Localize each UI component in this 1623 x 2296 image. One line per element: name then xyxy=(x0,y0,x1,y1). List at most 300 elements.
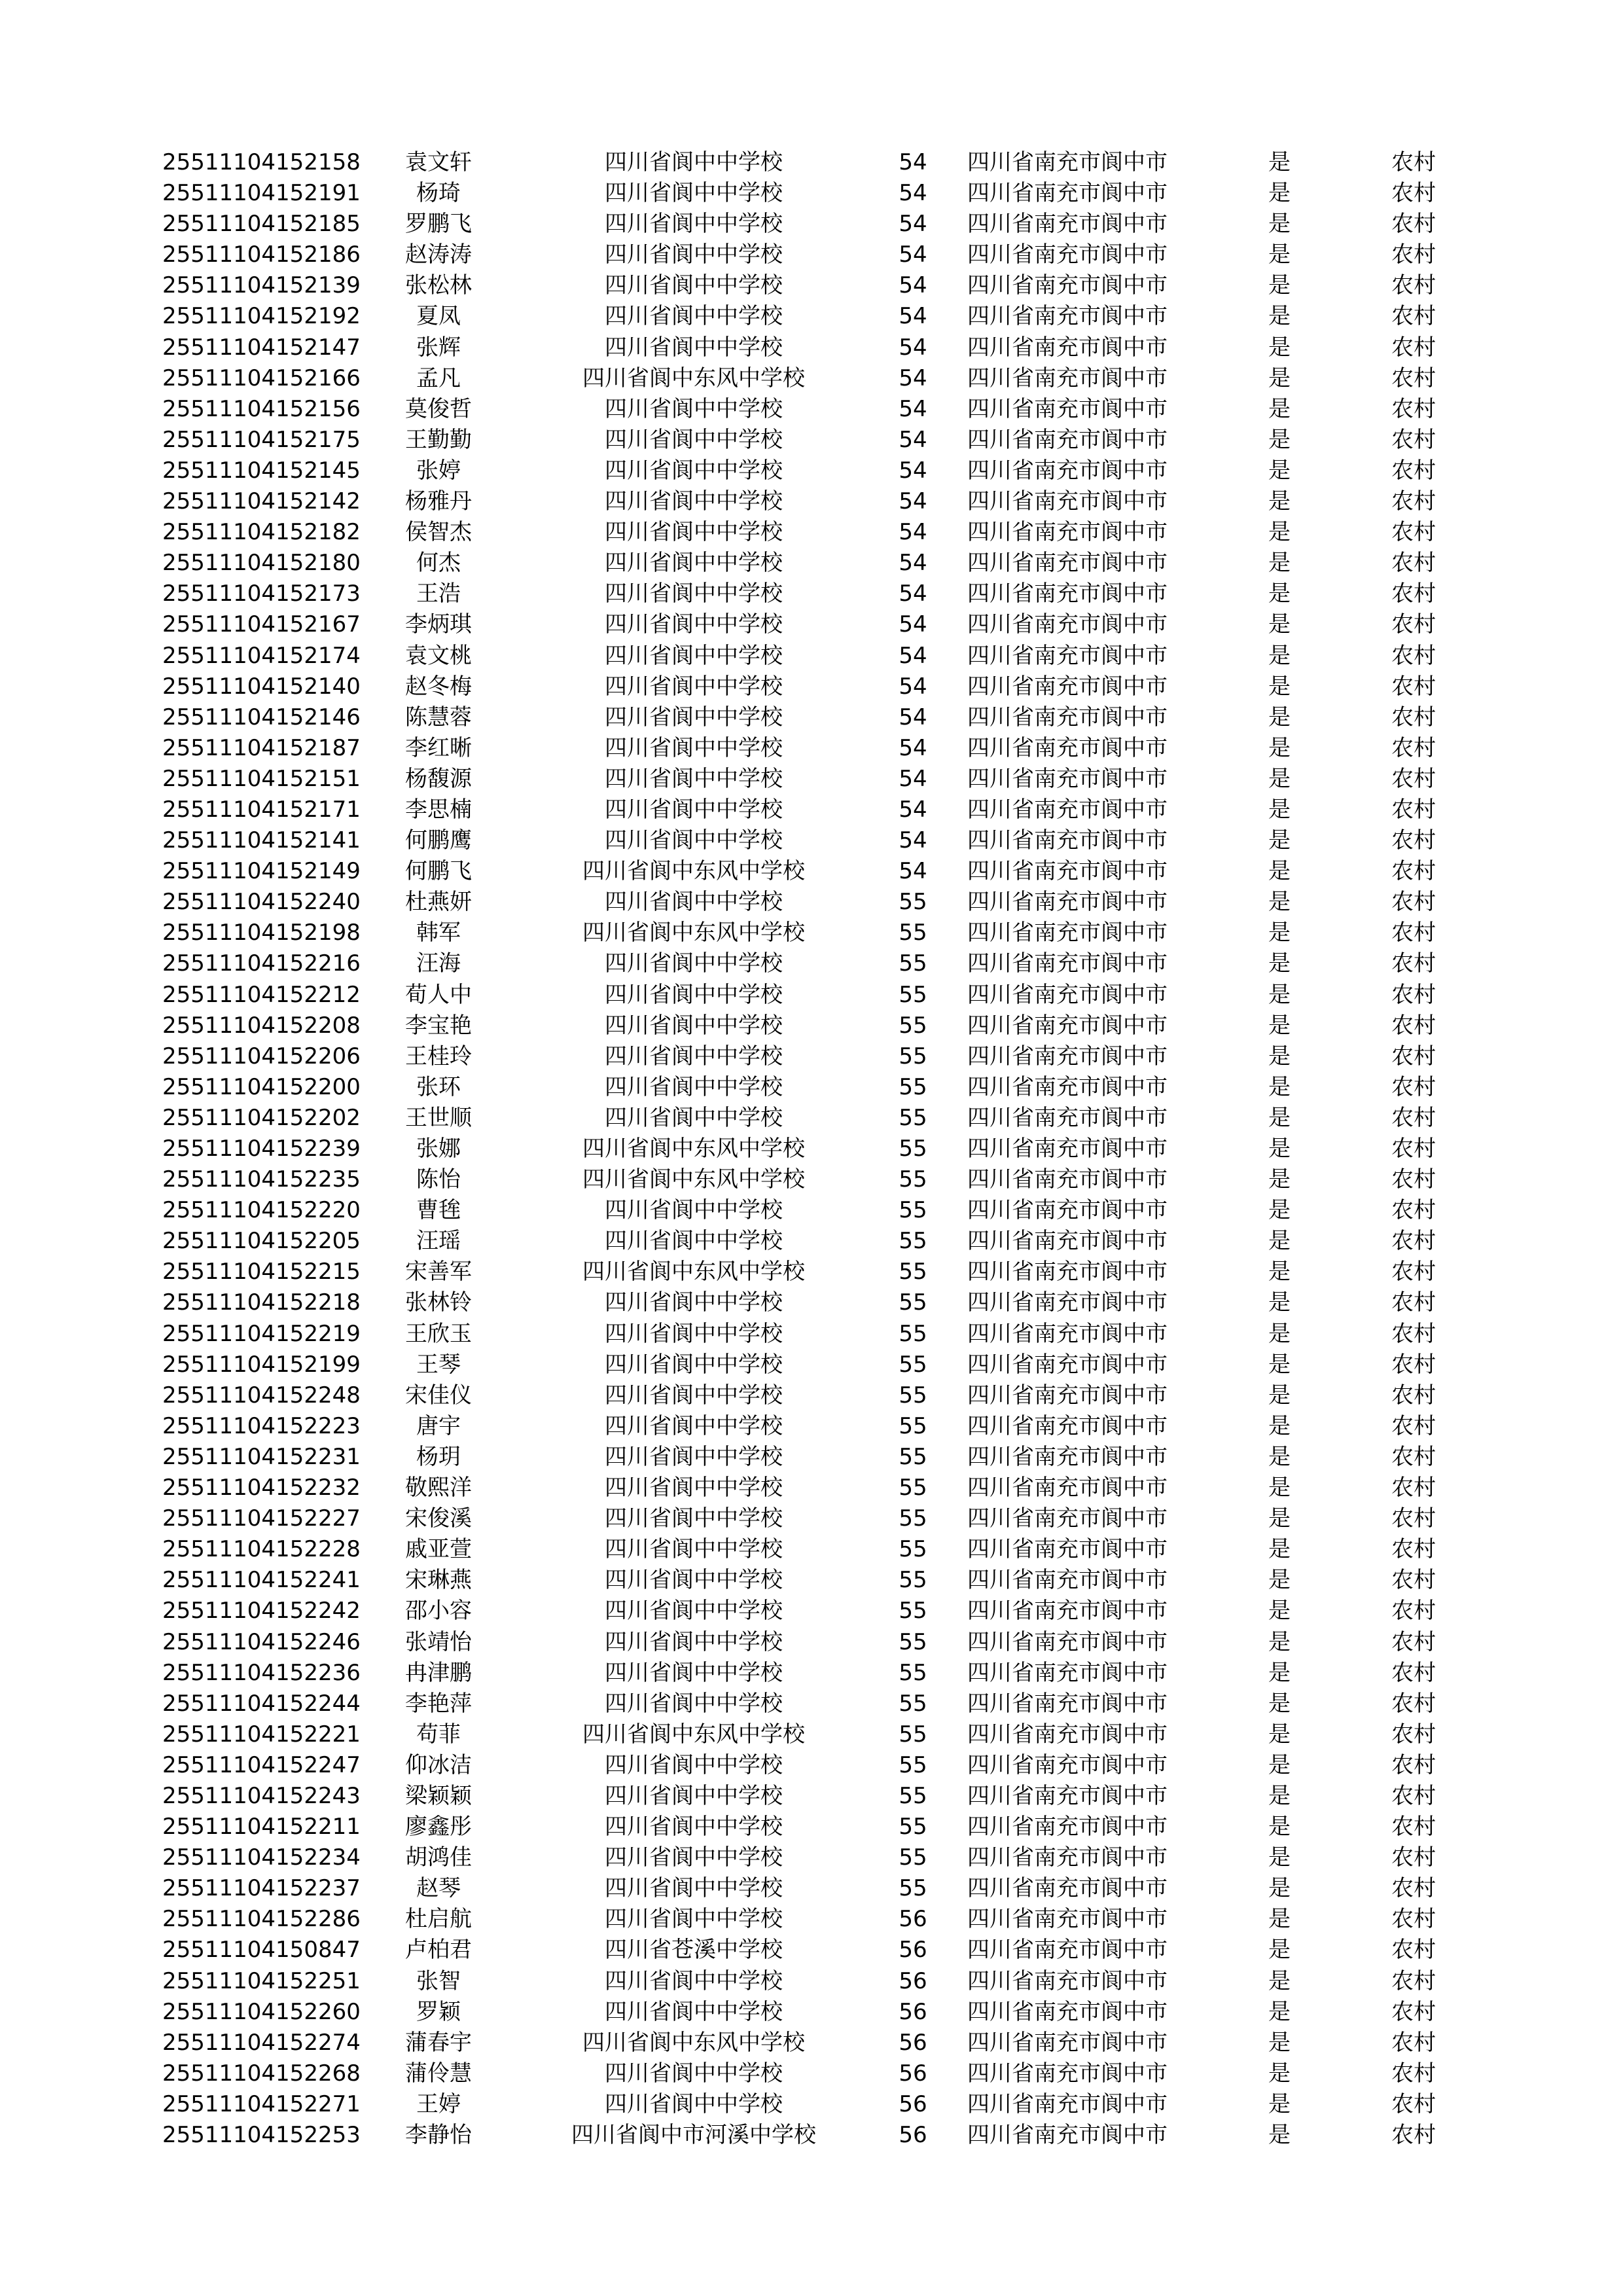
school-name-cell: 四川省阆中中学校 xyxy=(605,334,783,361)
exam-number-cell: 25511104152241 xyxy=(162,1567,361,1594)
exam-number-cell: 25511104152232 xyxy=(162,1475,361,1501)
exam-number-cell: 25511104152251 xyxy=(162,1967,361,1994)
school-name-cell: 四川省阆中中学校 xyxy=(605,642,783,669)
student-name-cell: 汪瑶 xyxy=(416,1228,461,1255)
area-type-cell: 农村 xyxy=(1391,1751,1436,1778)
table-row xyxy=(0,1287,1623,1318)
area-type-cell: 农村 xyxy=(1391,365,1436,391)
student-name-cell: 王勤勤 xyxy=(405,426,472,453)
code-cell: 54 xyxy=(899,550,927,577)
code-cell: 55 xyxy=(899,1073,927,1100)
table-row xyxy=(0,1750,1623,1781)
flag-cell: 是 xyxy=(1268,1814,1291,1840)
code-cell: 55 xyxy=(899,1443,927,1470)
area-type-cell: 农村 xyxy=(1391,1104,1436,1131)
student-name-cell: 袁文桃 xyxy=(405,642,472,669)
code-cell: 55 xyxy=(899,1567,927,1594)
school-name-cell: 四川省阆中中学校 xyxy=(605,1814,783,1840)
region-cell: 四川省南充市阆中市 xyxy=(967,1906,1168,1933)
area-type-cell: 农村 xyxy=(1391,1289,1436,1316)
student-name-cell: 袁文轩 xyxy=(405,149,472,175)
area-type-cell: 农村 xyxy=(1391,1659,1436,1686)
school-name-cell: 四川省阆中中学校 xyxy=(605,1875,783,1902)
flag-cell: 是 xyxy=(1268,981,1291,1008)
school-name-cell: 四川省阆中中学校 xyxy=(605,242,783,268)
exam-number-cell: 25511104152247 xyxy=(162,1751,361,1778)
code-cell: 54 xyxy=(899,642,927,669)
table-row xyxy=(0,1072,1623,1103)
code-cell: 54 xyxy=(899,149,927,175)
table-row xyxy=(0,1966,1623,1997)
code-cell: 54 xyxy=(899,272,927,299)
exam-number-cell: 25511104152248 xyxy=(162,1382,361,1408)
school-name-cell: 四川省阆中中学校 xyxy=(605,1104,783,1131)
student-name-cell: 宋琳燕 xyxy=(405,1567,472,1594)
table-row xyxy=(0,2058,1623,2089)
code-cell: 55 xyxy=(899,1536,927,1563)
table-row xyxy=(0,1134,1623,1164)
student-name-cell: 李静怡 xyxy=(405,2122,472,2148)
table-row xyxy=(0,672,1623,702)
exam-number-cell: 25511104152174 xyxy=(162,642,361,669)
student-name-cell: 张林铃 xyxy=(405,1289,472,1316)
table-row xyxy=(0,363,1623,394)
table-row xyxy=(0,887,1623,918)
region-cell: 四川省南充市阆中市 xyxy=(967,889,1168,916)
code-cell: 55 xyxy=(899,1228,927,1255)
flag-cell: 是 xyxy=(1268,1659,1291,1686)
region-cell: 四川省南充市阆中市 xyxy=(967,1475,1168,1501)
region-cell: 四川省南充市阆中市 xyxy=(967,1104,1168,1131)
region-cell: 四川省南充市阆中市 xyxy=(967,1628,1168,1655)
school-name-cell: 四川省阆中中学校 xyxy=(605,180,783,207)
student-name-cell: 李艳萍 xyxy=(405,1690,472,1717)
exam-number-cell: 25511104152185 xyxy=(162,211,361,238)
flag-cell: 是 xyxy=(1268,211,1291,238)
area-type-cell: 农村 xyxy=(1391,1505,1436,1532)
student-name-cell: 张松林 xyxy=(405,272,472,299)
school-name-cell: 四川省阆中中学校 xyxy=(605,1073,783,1100)
student-name-cell: 李宝艳 xyxy=(405,1012,472,1039)
exam-number-cell: 25511104152212 xyxy=(162,981,361,1008)
student-list-table xyxy=(0,147,1623,2151)
school-name-cell: 四川省阆中中学校 xyxy=(605,1536,783,1563)
region-cell: 四川省南充市阆中市 xyxy=(967,642,1168,669)
region-cell: 四川省南充市阆中市 xyxy=(967,1937,1168,1964)
area-type-cell: 农村 xyxy=(1391,395,1436,422)
school-name-cell: 四川省阆中中学校 xyxy=(605,734,783,761)
flag-cell: 是 xyxy=(1268,365,1291,391)
code-cell: 56 xyxy=(899,1967,927,1994)
flag-cell: 是 xyxy=(1268,642,1291,669)
school-name-cell: 四川省阆中中学校 xyxy=(605,1043,783,1069)
area-type-cell: 农村 xyxy=(1391,765,1436,792)
region-cell: 四川省南充市阆中市 xyxy=(967,704,1168,730)
code-cell: 54 xyxy=(899,734,927,761)
school-name-cell: 四川省阆中东风中学校 xyxy=(582,1166,805,1193)
student-name-cell: 卢柏君 xyxy=(405,1937,472,1964)
region-cell: 四川省南充市阆中市 xyxy=(967,519,1168,546)
region-cell: 四川省南充市阆中市 xyxy=(967,1412,1168,1439)
area-type-cell: 农村 xyxy=(1391,550,1436,577)
area-type-cell: 农村 xyxy=(1391,889,1436,916)
area-type-cell: 农村 xyxy=(1391,858,1436,885)
table-row xyxy=(0,702,1623,733)
area-type-cell: 农村 xyxy=(1391,827,1436,854)
area-type-cell: 农村 xyxy=(1391,1382,1436,1408)
flag-cell: 是 xyxy=(1268,457,1291,484)
flag-cell: 是 xyxy=(1268,1782,1291,1809)
exam-number-cell: 25511104152239 xyxy=(162,1136,361,1162)
exam-number-cell: 25511104152158 xyxy=(162,149,361,175)
code-cell: 55 xyxy=(899,1751,927,1778)
flag-cell: 是 xyxy=(1268,1197,1291,1224)
area-type-cell: 农村 xyxy=(1391,242,1436,268)
school-name-cell: 四川省阆中中学校 xyxy=(605,1844,783,1871)
area-type-cell: 农村 xyxy=(1391,1690,1436,1717)
flag-cell: 是 xyxy=(1268,488,1291,515)
school-name-cell: 四川省阆中中学校 xyxy=(605,1382,783,1408)
region-cell: 四川省南充市阆中市 xyxy=(967,488,1168,515)
region-cell: 四川省南充市阆中市 xyxy=(967,1782,1168,1809)
table-row xyxy=(0,1011,1623,1041)
flag-cell: 是 xyxy=(1268,920,1291,946)
area-type-cell: 农村 xyxy=(1391,488,1436,515)
school-name-cell: 四川省阆中中学校 xyxy=(605,1320,783,1347)
table-row xyxy=(0,1226,1623,1257)
area-type-cell: 农村 xyxy=(1391,2029,1436,2056)
school-name-cell: 四川省阆中中学校 xyxy=(605,457,783,484)
exam-number-cell: 25511104152166 xyxy=(162,365,361,391)
student-name-cell: 敬熙洋 xyxy=(405,1475,472,1501)
exam-number-cell: 25511104152211 xyxy=(162,1814,361,1840)
region-cell: 四川省南充市阆中市 xyxy=(967,1659,1168,1686)
student-name-cell: 宋俊溪 xyxy=(405,1505,472,1532)
area-type-cell: 农村 xyxy=(1391,1197,1436,1224)
flag-cell: 是 xyxy=(1268,1012,1291,1039)
exam-number-cell: 25511104152198 xyxy=(162,920,361,946)
student-name-cell: 王欣玉 xyxy=(405,1320,472,1347)
region-cell: 四川省南充市阆中市 xyxy=(967,1505,1168,1532)
code-cell: 54 xyxy=(899,457,927,484)
code-cell: 54 xyxy=(899,519,927,546)
table-row xyxy=(0,1997,1623,2028)
exam-number-cell: 25511104152145 xyxy=(162,457,361,484)
exam-number-cell: 25511104152205 xyxy=(162,1228,361,1255)
school-name-cell: 四川省阆中中学校 xyxy=(605,426,783,453)
flag-cell: 是 xyxy=(1268,1628,1291,1655)
flag-cell: 是 xyxy=(1268,1967,1291,1994)
school-name-cell: 四川省阆中中学校 xyxy=(605,395,783,422)
region-cell: 四川省南充市阆中市 xyxy=(967,1875,1168,1902)
code-cell: 55 xyxy=(899,1043,927,1069)
table-row xyxy=(0,2028,1623,2058)
area-type-cell: 农村 xyxy=(1391,704,1436,730)
school-name-cell: 四川省阆中中学校 xyxy=(605,704,783,730)
exam-number-cell: 25511104152182 xyxy=(162,519,361,546)
area-type-cell: 农村 xyxy=(1391,1721,1436,1748)
school-name-cell: 四川省阆中中学校 xyxy=(605,2090,783,2117)
table-row xyxy=(0,548,1623,579)
code-cell: 55 xyxy=(899,1259,927,1285)
school-name-cell: 四川省阆中中学校 xyxy=(605,981,783,1008)
school-name-cell: 四川省阆中东风中学校 xyxy=(582,1721,805,1748)
area-type-cell: 农村 xyxy=(1391,272,1436,299)
student-name-cell: 罗鹏飞 xyxy=(405,211,472,238)
exam-number-cell: 25511104152253 xyxy=(162,2122,361,2148)
area-type-cell: 农村 xyxy=(1391,211,1436,238)
area-type-cell: 农村 xyxy=(1391,1259,1436,1285)
student-name-cell: 王浩 xyxy=(416,581,461,607)
student-name-cell: 李思楠 xyxy=(405,796,472,823)
region-cell: 四川省南充市阆中市 xyxy=(967,1320,1168,1347)
school-name-cell: 四川省阆中中学校 xyxy=(605,1690,783,1717)
flag-cell: 是 xyxy=(1268,1937,1291,1964)
area-type-cell: 农村 xyxy=(1391,1598,1436,1624)
school-name-cell: 四川省阆中中学校 xyxy=(605,1228,783,1255)
school-name-cell: 四川省阆中中学校 xyxy=(605,1628,783,1655)
school-name-cell: 四川省阆中中学校 xyxy=(605,550,783,577)
flag-cell: 是 xyxy=(1268,1721,1291,1748)
code-cell: 54 xyxy=(899,303,927,330)
student-name-cell: 蒲伶慧 xyxy=(405,2060,472,2087)
code-cell: 55 xyxy=(899,1012,927,1039)
table-row xyxy=(0,795,1623,825)
flag-cell: 是 xyxy=(1268,1320,1291,1347)
region-cell: 四川省南充市阆中市 xyxy=(967,1536,1168,1563)
student-name-cell: 杜燕妍 xyxy=(405,889,472,916)
code-cell: 56 xyxy=(899,2060,927,2087)
region-cell: 四川省南充市阆中市 xyxy=(967,1567,1168,1594)
code-cell: 54 xyxy=(899,611,927,638)
flag-cell: 是 xyxy=(1268,2060,1291,2087)
school-name-cell: 四川省阆中东风中学校 xyxy=(582,2029,805,2056)
code-cell: 55 xyxy=(899,1659,927,1686)
code-cell: 56 xyxy=(899,1937,927,1964)
flag-cell: 是 xyxy=(1268,1351,1291,1378)
flag-cell: 是 xyxy=(1268,796,1291,823)
region-cell: 四川省南充市阆中市 xyxy=(967,149,1168,175)
exam-number-cell: 25511104152223 xyxy=(162,1412,361,1439)
school-name-cell: 四川省阆中中学校 xyxy=(605,1289,783,1316)
region-cell: 四川省南充市阆中市 xyxy=(967,2090,1168,2117)
region-cell: 四川省南充市阆中市 xyxy=(967,1690,1168,1717)
flag-cell: 是 xyxy=(1268,1906,1291,1933)
flag-cell: 是 xyxy=(1268,1475,1291,1501)
school-name-cell: 四川省阆中中学校 xyxy=(605,581,783,607)
region-cell: 四川省南充市阆中市 xyxy=(967,1136,1168,1162)
student-name-cell: 赵冬梅 xyxy=(405,673,472,700)
code-cell: 54 xyxy=(899,488,927,515)
region-cell: 四川省南充市阆中市 xyxy=(967,611,1168,638)
exam-number-cell: 25511104152151 xyxy=(162,765,361,792)
flag-cell: 是 xyxy=(1268,1598,1291,1624)
region-cell: 四川省南充市阆中市 xyxy=(967,920,1168,946)
region-cell: 四川省南充市阆中市 xyxy=(967,1166,1168,1193)
table-row xyxy=(0,856,1623,887)
flag-cell: 是 xyxy=(1268,950,1291,977)
exam-number-cell: 25511104152243 xyxy=(162,1782,361,1809)
area-type-cell: 农村 xyxy=(1391,920,1436,946)
table-row xyxy=(0,980,1623,1011)
student-name-cell: 李炳琪 xyxy=(405,611,472,638)
school-name-cell: 四川省阆中中学校 xyxy=(605,1998,783,2025)
code-cell: 55 xyxy=(899,1382,927,1408)
student-name-cell: 邵小容 xyxy=(405,1598,472,1624)
region-cell: 四川省南充市阆中市 xyxy=(967,765,1168,792)
student-name-cell: 杨馥源 xyxy=(405,765,472,792)
student-name-cell: 赵涛涛 xyxy=(405,242,472,268)
school-name-cell: 四川省阆中市河溪中学校 xyxy=(571,2122,816,2148)
table-row xyxy=(0,641,1623,672)
region-cell: 四川省南充市阆中市 xyxy=(967,1289,1168,1316)
area-type-cell: 农村 xyxy=(1391,642,1436,669)
region-cell: 四川省南充市阆中市 xyxy=(967,1197,1168,1224)
student-name-cell: 宋善军 xyxy=(405,1259,472,1285)
exam-number-cell: 25511104152242 xyxy=(162,1598,361,1624)
table-row xyxy=(0,1812,1623,1842)
region-cell: 四川省南充市阆中市 xyxy=(967,1721,1168,1748)
school-name-cell: 四川省阆中中学校 xyxy=(605,211,783,238)
region-cell: 四川省南充市阆中市 xyxy=(967,1814,1168,1840)
school-name-cell: 四川省阆中中学校 xyxy=(605,1659,783,1686)
school-name-cell: 四川省阆中中学校 xyxy=(605,796,783,823)
table-row xyxy=(0,1935,1623,1965)
code-cell: 56 xyxy=(899,2029,927,2056)
school-name-cell: 四川省阆中中学校 xyxy=(605,1505,783,1532)
flag-cell: 是 xyxy=(1268,1289,1291,1316)
code-cell: 55 xyxy=(899,920,927,946)
table-row xyxy=(0,456,1623,486)
table-row xyxy=(0,1164,1623,1195)
code-cell: 55 xyxy=(899,889,927,916)
region-cell: 四川省南充市阆中市 xyxy=(967,1228,1168,1255)
school-name-cell: 四川省阆中中学校 xyxy=(605,1351,783,1378)
table-row xyxy=(0,1904,1623,1935)
code-cell: 54 xyxy=(899,426,927,453)
school-name-cell: 四川省阆中中学校 xyxy=(605,1751,783,1778)
exam-number-cell: 25511104152139 xyxy=(162,272,361,299)
region-cell: 四川省南充市阆中市 xyxy=(967,2029,1168,2056)
region-cell: 四川省南充市阆中市 xyxy=(967,1259,1168,1285)
exam-number-cell: 25511104152140 xyxy=(162,673,361,700)
student-name-cell: 宋佳仪 xyxy=(405,1382,472,1408)
school-name-cell: 四川省阆中中学校 xyxy=(605,1906,783,1933)
flag-cell: 是 xyxy=(1268,334,1291,361)
exam-number-cell: 25511104152186 xyxy=(162,242,361,268)
student-name-cell: 何鹏飞 xyxy=(405,858,472,885)
region-cell: 四川省南充市阆中市 xyxy=(967,272,1168,299)
area-type-cell: 农村 xyxy=(1391,581,1436,607)
student-name-cell: 荀人中 xyxy=(405,981,472,1008)
table-row xyxy=(0,240,1623,270)
code-cell: 54 xyxy=(899,365,927,391)
code-cell: 54 xyxy=(899,180,927,207)
flag-cell: 是 xyxy=(1268,426,1291,453)
code-cell: 55 xyxy=(899,1289,927,1316)
exam-number-cell: 25511104152220 xyxy=(162,1197,361,1224)
exam-number-cell: 25511104152191 xyxy=(162,180,361,207)
student-name-cell: 杨雅丹 xyxy=(405,488,472,515)
area-type-cell: 农村 xyxy=(1391,796,1436,823)
exam-number-cell: 25511104152227 xyxy=(162,1505,361,1532)
region-cell: 四川省南充市阆中市 xyxy=(967,858,1168,885)
flag-cell: 是 xyxy=(1268,889,1291,916)
area-type-cell: 农村 xyxy=(1391,1567,1436,1594)
code-cell: 55 xyxy=(899,1844,927,1871)
school-name-cell: 四川省阆中中学校 xyxy=(605,765,783,792)
area-type-cell: 农村 xyxy=(1391,1136,1436,1162)
region-cell: 四川省南充市阆中市 xyxy=(967,1351,1168,1378)
student-name-cell: 李红晰 xyxy=(405,734,472,761)
area-type-cell: 农村 xyxy=(1391,1073,1436,1100)
table-row xyxy=(0,1442,1623,1473)
table-row xyxy=(0,1842,1623,1873)
flag-cell: 是 xyxy=(1268,704,1291,730)
student-name-cell: 杜启航 xyxy=(405,1906,472,1933)
table-row xyxy=(0,1596,1623,1626)
area-type-cell: 农村 xyxy=(1391,1906,1436,1933)
table-row xyxy=(0,1103,1623,1134)
table-row xyxy=(0,270,1623,301)
area-type-cell: 农村 xyxy=(1391,981,1436,1008)
region-cell: 四川省南充市阆中市 xyxy=(967,365,1168,391)
exam-number-cell: 25511104152286 xyxy=(162,1906,361,1933)
code-cell: 56 xyxy=(899,1998,927,2025)
school-name-cell: 四川省阆中中学校 xyxy=(605,889,783,916)
exam-number-cell: 25511104152228 xyxy=(162,1536,361,1563)
region-cell: 四川省南充市阆中市 xyxy=(967,242,1168,268)
code-cell: 54 xyxy=(899,827,927,854)
area-type-cell: 农村 xyxy=(1391,1412,1436,1439)
code-cell: 55 xyxy=(899,1475,927,1501)
student-name-cell: 张辉 xyxy=(416,334,461,361)
flag-cell: 是 xyxy=(1268,1104,1291,1131)
code-cell: 55 xyxy=(899,1598,927,1624)
exam-number-cell: 25511104152146 xyxy=(162,704,361,730)
flag-cell: 是 xyxy=(1268,765,1291,792)
flag-cell: 是 xyxy=(1268,1567,1291,1594)
school-name-cell: 四川省阆中中学校 xyxy=(605,673,783,700)
student-name-cell: 何鹏鹰 xyxy=(405,827,472,854)
exam-number-cell: 25511104152142 xyxy=(162,488,361,515)
area-type-cell: 农村 xyxy=(1391,1782,1436,1809)
school-name-cell: 四川省苍溪中学校 xyxy=(605,1937,783,1964)
flag-cell: 是 xyxy=(1268,149,1291,175)
region-cell: 四川省南充市阆中市 xyxy=(967,1844,1168,1871)
code-cell: 55 xyxy=(899,950,927,977)
table-row xyxy=(0,579,1623,609)
student-name-cell: 唐宇 xyxy=(416,1412,461,1439)
code-cell: 55 xyxy=(899,1320,927,1347)
area-type-cell: 农村 xyxy=(1391,1166,1436,1193)
table-row xyxy=(0,1473,1623,1503)
area-type-cell: 农村 xyxy=(1391,334,1436,361)
region-cell: 四川省南充市阆中市 xyxy=(967,457,1168,484)
student-name-cell: 仰冰洁 xyxy=(405,1751,472,1778)
exam-number-cell: 25511104152173 xyxy=(162,581,361,607)
flag-cell: 是 xyxy=(1268,1412,1291,1439)
table-row xyxy=(0,332,1623,363)
region-cell: 四川省南充市阆中市 xyxy=(967,426,1168,453)
flag-cell: 是 xyxy=(1268,827,1291,854)
table-row xyxy=(0,1041,1623,1072)
table-row xyxy=(0,609,1623,640)
exam-number-cell: 25511104152141 xyxy=(162,827,361,854)
student-name-cell: 夏凤 xyxy=(416,303,461,330)
exam-number-cell: 25511104152244 xyxy=(162,1690,361,1717)
flag-cell: 是 xyxy=(1268,2122,1291,2148)
